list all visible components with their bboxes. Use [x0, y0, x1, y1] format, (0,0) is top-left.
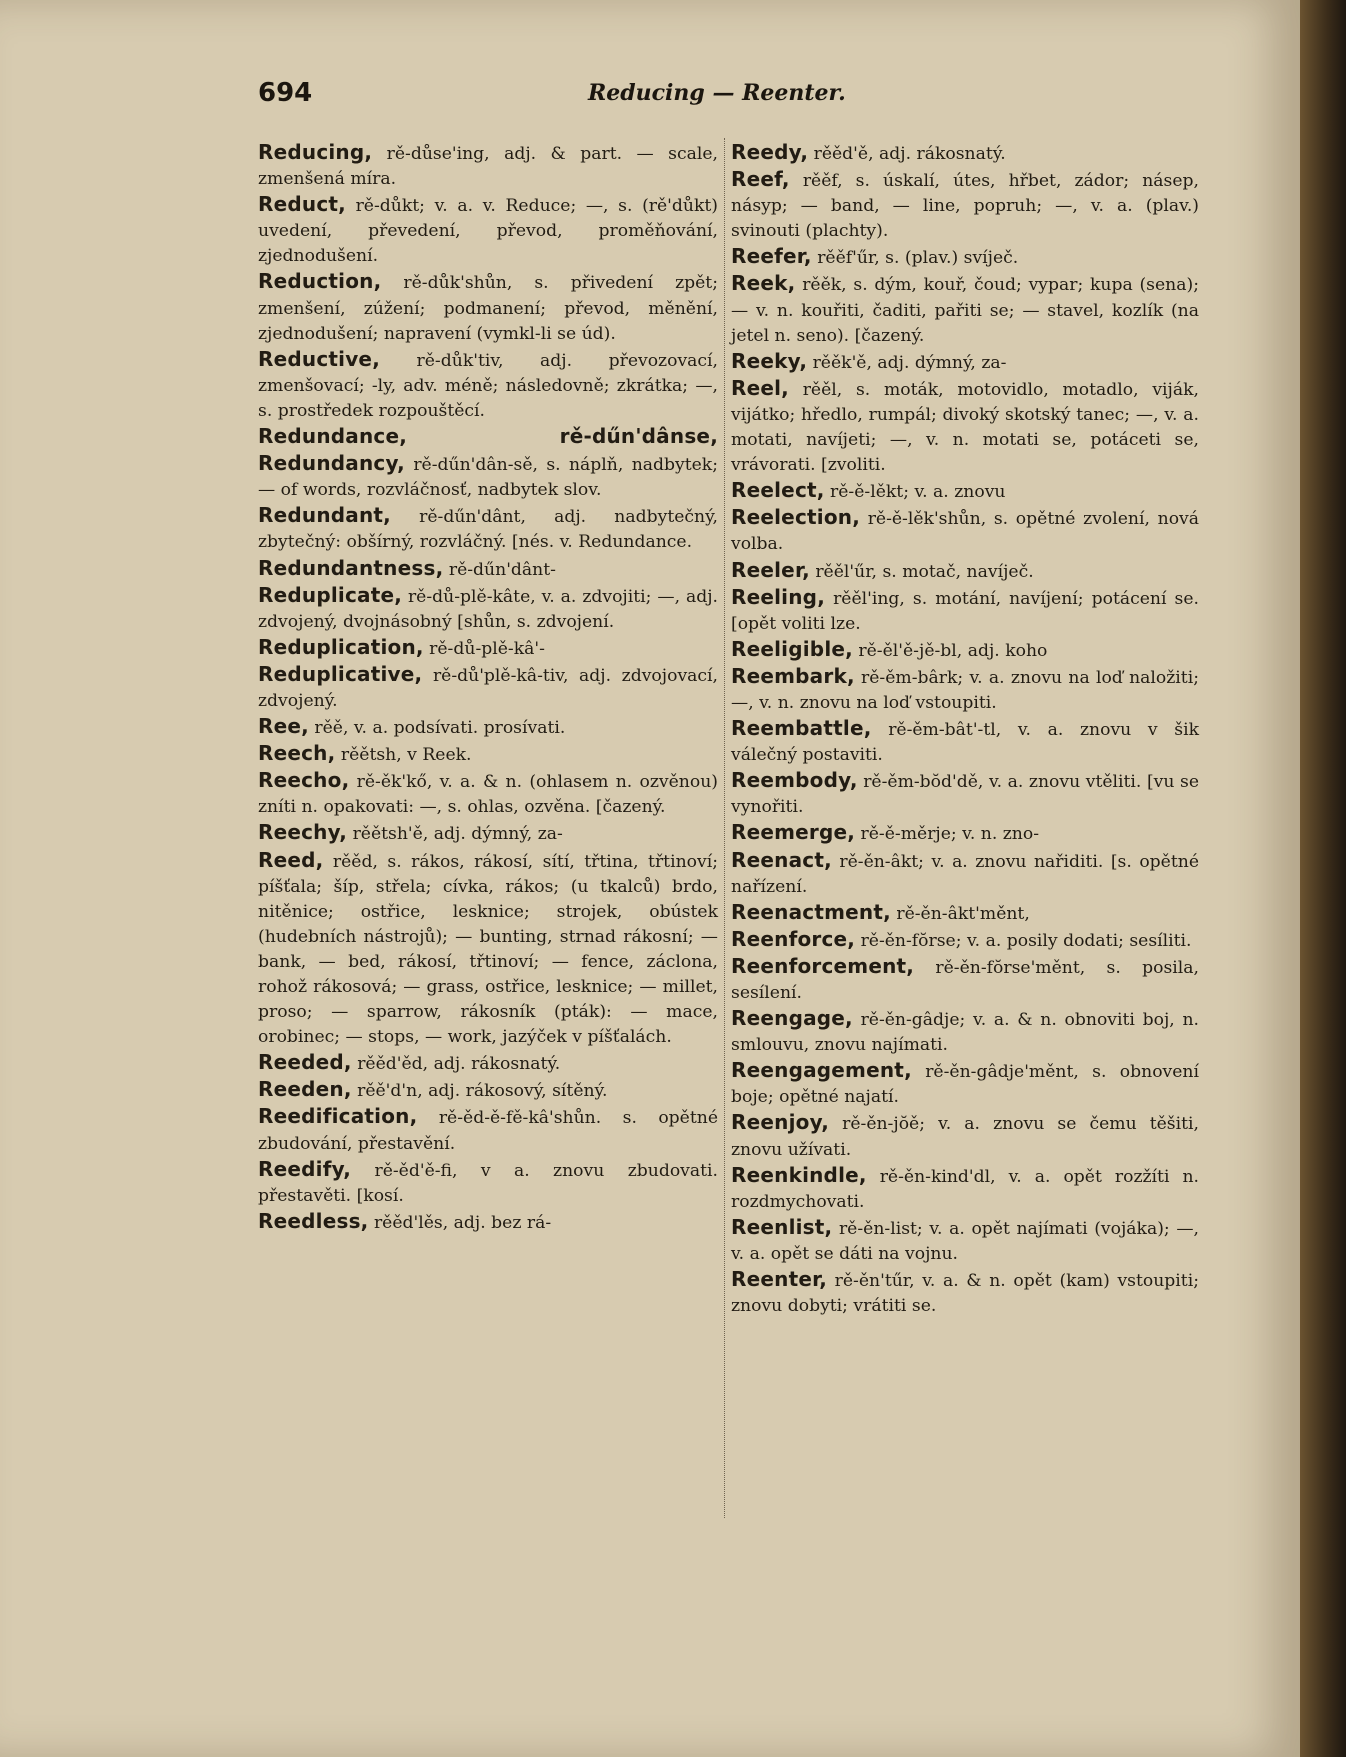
entry-definition: rě-důk'shůn, s. přivedení zpět; zmenšení, zúžení; podmanení; převod, měnění, zjednodušení; napravení (vymkl-li se úd). — [258, 273, 718, 344]
entry-definition: rě-dů-plě-kâ'- — [429, 638, 545, 659]
dictionary-entry — [258, 1104, 718, 1156]
entry-definition: rěěf, s. úskalí, útes, hřbet, zádor; násep, násyp; — band, — line, popruh; —, v. a. (plav.) svinouti (plachty). — [731, 171, 1199, 242]
entry-definition: rě-ěn-gâdje'měnt, s. obnovení boje; opětné najatí. — [731, 1062, 1199, 1108]
entry-definition: rě-ěl'ě-jě-bl, adj. koho — [858, 640, 1048, 661]
dictionary-entry — [731, 664, 1199, 716]
entry-definition: rě-ěn-gâdje; v. a. & n. obnoviti boj, n. smlouvu, znovu najímati. — [731, 1010, 1199, 1056]
column-divider — [724, 138, 725, 1518]
dictionary-entry — [731, 1267, 1199, 1319]
entry-definition: rě-dů-plě-kâte, v. a. zdvojiti; —, adj. zdvojený, dvojnásobný [shůn, s. zdvojení. — [258, 586, 718, 632]
entry-headword: Reechy, — [258, 820, 348, 845]
entry-headword: Reembark, — [731, 663, 855, 688]
entry-headword: Reembattle, — [731, 716, 872, 741]
dictionary-entry — [258, 583, 718, 635]
dictionary-entry — [731, 558, 1199, 585]
dictionary-entry — [731, 505, 1199, 557]
entry-definition: rě-ěd-ě-fě-kâ'shůn. s. opětné zbudování, přestavění. — [258, 1108, 718, 1154]
entry-headword: Reel, — [731, 375, 789, 400]
entry-headword: Reeligible, — [731, 636, 853, 661]
entry-headword: Reengage, — [731, 1006, 853, 1031]
entry-definition: rě-dűn'dânt- — [448, 559, 556, 580]
dictionary-entry — [258, 503, 718, 555]
dictionary-entry — [258, 192, 718, 269]
dictionary-entry — [258, 1050, 718, 1077]
entry-definition: rě-ěn'tűr, v. a. & n. opět (kam) vstoupiti; znovu dobyti; vrátiti se. — [731, 1271, 1199, 1317]
entry-definition: rěěl'űr, s. motač, navíječ. — [815, 561, 1034, 582]
dictionary-entry — [258, 820, 718, 847]
entry-definition: rě-ě-lěk'shůn, s. opětné zvolení, nová volba. — [731, 509, 1200, 555]
dictionary-entry — [258, 848, 718, 1051]
entry-definition: rěěk, s. dým, kouř, čoud; vypar; kupa (sena); — v. n. kouřiti, čaditi, pařiti se; — stavel, kozlík (na jetel n. seno). [čazený. — [731, 275, 1199, 346]
entry-definition: rě-ěn-jŏě; v. a. znovu se čemu těšiti, znovu užívati. — [731, 1114, 1199, 1160]
entry-headword: Ree, — [258, 714, 309, 739]
entry-definition: rě-dů'plě-kâ-tiv, adj. zdvojovací, zdvojený. — [258, 665, 718, 711]
dictionary-entry — [258, 269, 718, 346]
entry-headword: Reeling, — [731, 584, 825, 609]
entry-definition: rě-dűn'dân-sě, s. náplň, nadbytek; — of words, rozvláčnosť, nadbytek slov. — [258, 455, 719, 501]
dictionary-entry — [731, 637, 1199, 664]
entry-definition: rě-ě-lěkt; v. a. znovu — [830, 482, 1006, 503]
entry-headword: Reedless, — [258, 1208, 369, 1233]
dictionary-entry — [731, 1006, 1199, 1058]
dictionary-entry — [258, 424, 718, 503]
dictionary-entry — [731, 376, 1199, 478]
entry-definition: rě-ěm-bârk; v. a. znovu na loď naložiti; —, v. n. znovu na loď vstoupiti. — [731, 667, 1199, 713]
entry-definition: rě-důse'ing, adj. & part. — scale, zmenšená míra. — [258, 144, 718, 190]
entry-headword: Reeky, — [731, 348, 808, 373]
entry-definition: rěěd'ěd, adj. rákosnatý. — [357, 1054, 561, 1075]
dictionary-entry — [731, 349, 1199, 376]
entry-headword: Reduct, — [258, 192, 346, 217]
entry-headword: Reedification, — [258, 1104, 418, 1129]
entry-headword: Reenact, — [731, 847, 832, 872]
entry-headword: Reengagement, — [731, 1058, 912, 1083]
dictionary-entry — [731, 716, 1199, 768]
entry-headword: Reeded, — [258, 1050, 352, 1075]
entry-headword: Reduplication, — [258, 634, 424, 659]
entry-headword: Reenter, — [731, 1267, 828, 1292]
entry-headword: Reedify, — [258, 1156, 352, 1181]
entry-definition: rěětsh, v Reek. — [340, 745, 472, 766]
entry-headword: Reduplicate, — [258, 582, 403, 607]
entry-headword: Reefer, — [731, 244, 812, 269]
entry-definition: rě-ěn-list; v. a. opět najímati (vojáka); —, v. a. opět se dáti na vojnu. — [731, 1218, 1199, 1264]
entry-definition: rě-ě-měrje; v. n. zno- — [860, 824, 1040, 845]
dictionary-entry — [731, 900, 1199, 927]
entry-headword: Reelection, — [731, 505, 860, 530]
entry-definition: rě-důk'tiv, adj. převozovací, zmenšovací; -ly, adv. méně; následovně; zkrátka; —, s. prostředek rozpouštěcí. — [258, 350, 718, 421]
entry-headword: Reenforce, — [731, 926, 856, 951]
dictionary-entry — [731, 1058, 1199, 1110]
entry-definition: rě-ěn-kind'dl, v. a. opět rozžíti n. rozdmychovati. — [731, 1166, 1199, 1212]
dictionary-entry — [731, 478, 1199, 505]
dictionary-entry — [731, 1110, 1199, 1162]
dictionary-entry — [258, 635, 718, 662]
dictionary-entry — [731, 927, 1199, 954]
dictionary-entry — [731, 271, 1199, 348]
dictionary-entry — [258, 556, 718, 583]
left-column — [258, 140, 718, 1236]
dictionary-entry — [258, 662, 718, 714]
dictionary-entry — [258, 714, 718, 741]
dictionary-entry — [258, 768, 718, 820]
entry-definition: rě-dűn'dânt, adj. nadbytečný, zbytečný: obšírný, rozvláčný. [nés. v. Redundance. — [258, 507, 718, 553]
dictionary-entry — [731, 585, 1199, 637]
entry-definition: rě-ěk'kő, v. a. & n. (ohlasem n. ozvěnou) zníti n. opakovati: —, s. ohlas, ozvěna. [čazený. — [258, 772, 718, 818]
entry-headword: Reenlist, — [731, 1214, 833, 1239]
entry-definition: rěě, v. a. podsívati. prosívati. — [314, 718, 566, 739]
entry-headword: Redundant, — [258, 503, 391, 528]
entry-definition: rěěl, s. moták, motovidlo, motadlo, viják, vijátko; hředlo, rumpál; divoký skotský tanec; —, v. a. motati, navíjeti; —, v. n. motati se, potáceti se, vrávorati. [zvoliti. — [731, 379, 1199, 476]
entry-definition: rě-ěd'ě-fi, v a. znovu zbudovati. přestavěti. [kosí. — [258, 1160, 718, 1206]
entry-definition: rě-ěn-âkt'měnt, — [896, 903, 1030, 924]
entry-definition: rě-ěn-fŏrse'měnt, s. posila, sesílení. — [731, 957, 1199, 1003]
entry-headword: Reeler, — [731, 557, 810, 582]
entry-headword: Reducing, — [258, 140, 373, 164]
entry-definition: rěěk'ě, adj. dýmný, za- — [812, 352, 1007, 373]
page-number: 694 — [258, 78, 313, 108]
entry-headword: Reenforcement, — [731, 953, 915, 978]
page-header — [258, 78, 1148, 118]
dictionary-entry — [731, 140, 1199, 167]
dictionary-entry — [731, 820, 1199, 847]
entry-headword: Reductive, — [258, 346, 380, 371]
dictionary-entry — [258, 347, 718, 424]
entry-headword: Reedy, — [731, 140, 809, 164]
entry-definition: rěěd'ě, adj. rákosnatý. — [813, 144, 1006, 164]
entry-headword: Reed, — [258, 847, 324, 872]
dictionary-entry — [258, 741, 718, 768]
dictionary-entry — [258, 1209, 718, 1236]
entry-headword: Redundance, rě-dűn'dânse, Redundancy, — [258, 424, 718, 476]
entry-headword: Reek, — [731, 271, 796, 296]
entry-headword: Reduction, — [258, 269, 382, 294]
entry-definition: rěěd'lěs, adj. bez rá- — [373, 1212, 552, 1233]
entry-definition: rě-ěn-âkt; v. a. znovu nařiditi. [s. opětné nařízení. — [731, 851, 1199, 897]
dictionary-entry — [258, 140, 718, 192]
dictionary-entry — [731, 167, 1199, 244]
entry-headword: Reenactment, — [731, 899, 891, 924]
entry-definition: rěěd, s. rákos, rákosí, sítí, třtina, třtinoví; píšťala; šíp, střela; cívka, rákos; (u tkalců) brdo, nitěnice; ostřice, lesknice; strojek, obústek (hudebních nástrojů); — bunting, strnad rákosní; — bank, — bed, rákosí, třtinoví; — fence, záclona, rohož rákosová; — grass, ostřice, lesknice; — millet, proso; — sparrow, rákosník (pták): — mace, orobinec; — stops, — work, jazýček v píšťalách. — [258, 851, 718, 1048]
right-column — [731, 140, 1199, 1319]
entry-definition: rěěf'űr, s. (plav.) svíječ. — [817, 248, 1019, 269]
entry-headword: Reech, — [258, 741, 336, 766]
dictionary-entry — [258, 1077, 718, 1104]
entry-definition: rě-ěm-bât'-tl, v. a. znovu v šik válečný postaviti. — [731, 720, 1199, 766]
entry-definition: rě-důkt; v. a. v. Reduce; —, s. (rě'důkt) uvedení, převedení, převod, proměňování, zjednodušení. — [258, 196, 718, 267]
dictionary-entry — [258, 1157, 718, 1209]
entry-definition: rěěl'ing, s. motání, navíjení; potácení se. [opět voliti lze. — [731, 588, 1199, 634]
entry-headword: Reduplicative, — [258, 661, 423, 686]
dictionary-entry — [731, 848, 1199, 900]
running-head: Reducing — Reenter. — [588, 80, 846, 106]
entry-headword: Reecho, — [258, 768, 350, 793]
entry-definition: rě-ěm-bŏd'dě, v. a. znovu vtěliti. [vu se vynořiti. — [731, 772, 1199, 818]
dictionary-entry — [731, 244, 1199, 271]
entry-headword: Reembody, — [731, 768, 858, 793]
entry-headword: Reenkindle, — [731, 1162, 867, 1187]
dictionary-entry — [731, 954, 1199, 1006]
book-edge — [1300, 0, 1346, 1757]
entry-headword: Reelect, — [731, 478, 825, 503]
entry-headword: Reef, — [731, 167, 790, 192]
entry-headword: Reenjoy, — [731, 1110, 830, 1135]
entry-headword: Reeden, — [258, 1077, 352, 1102]
entry-definition: rěě'd'n, adj. rákosový, sítěný. — [357, 1081, 608, 1102]
entry-headword: Reemerge, — [731, 820, 856, 845]
dictionary-entry — [731, 768, 1199, 820]
dictionary-entry — [731, 1215, 1199, 1267]
entry-definition: rě-ěn-fŏrse; v. a. posily dodati; sesíliti. — [860, 930, 1192, 951]
dictionary-entry — [731, 1163, 1199, 1215]
entry-definition: rěětsh'ě, adj. dýmný, za- — [352, 824, 563, 845]
entry-headword: Redundantness, — [258, 555, 444, 580]
